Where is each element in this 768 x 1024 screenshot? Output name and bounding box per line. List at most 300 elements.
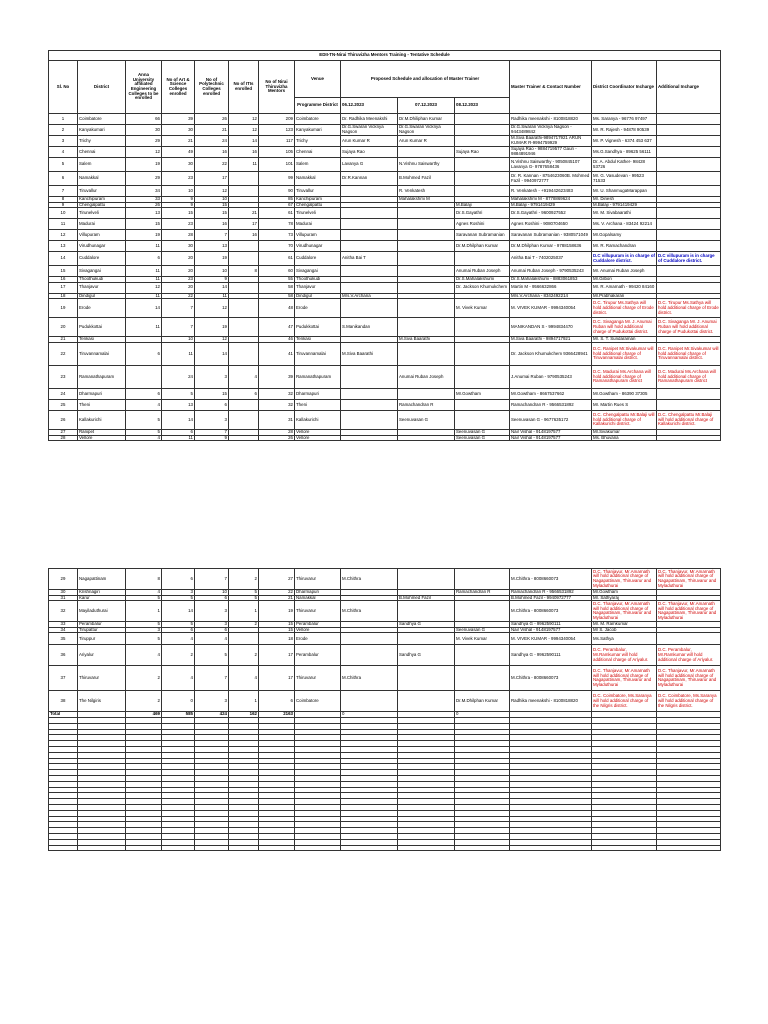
- cell-date-1: M.Chithra: [341, 601, 398, 622]
- cell-empty: [259, 845, 295, 851]
- cell-additional: [657, 241, 721, 252]
- cell-date-1: [341, 410, 398, 429]
- cell-mentors: 22: [259, 590, 295, 596]
- cell-poly: 16: [195, 147, 229, 158]
- cell-date-1: [341, 282, 398, 293]
- cell-date-1: [341, 388, 398, 399]
- cell-arts: 23: [162, 172, 195, 186]
- cell-date-3: Agnes Roshini: [455, 219, 510, 230]
- cell-arts: 6: [162, 627, 195, 633]
- cell-poly: 16: [195, 219, 229, 230]
- cell-district: Ariyalur: [78, 645, 126, 666]
- cell-trainer: Ramachandran R - 9566531892: [510, 590, 592, 596]
- cell-arts: 3: [162, 590, 195, 596]
- cell-district: Nagapattinam: [78, 569, 126, 590]
- cell-mentors: 47: [259, 318, 295, 337]
- table-row: [49, 241, 721, 252]
- cell-poly: 7: [195, 230, 229, 241]
- cell-trainer: R. Venkatesh - +919442623483: [510, 186, 592, 197]
- cell-arts: 30: [162, 241, 195, 252]
- cell-iti: 4: [229, 365, 259, 388]
- cell-anna: 5: [126, 410, 162, 429]
- table-row: [49, 318, 721, 337]
- cell-iti: 16: [229, 230, 259, 241]
- cell-total-mentors: 2163: [259, 712, 295, 718]
- cell-coordinator: Ms. Bhuvana: [592, 435, 657, 441]
- cell-empty: [195, 845, 229, 851]
- cell-mentors: 55: [259, 277, 295, 283]
- cell-mentors: 60: [259, 266, 295, 277]
- cell-date-2: [398, 147, 455, 158]
- table-row: [49, 147, 721, 158]
- cell-coordinator: Mr.Prabhakaran: [592, 293, 657, 299]
- cell-date-1: Arun Kumar R: [341, 136, 398, 147]
- cell-arts: 4: [162, 633, 195, 645]
- cell-date-3: [455, 569, 510, 590]
- cell-date-1: Dr. Radhika Meenakshi: [341, 114, 398, 125]
- cell-date-1: Lavanya G: [341, 158, 398, 172]
- cell-poly: 6: [195, 399, 229, 410]
- cell-venue: Theni: [295, 399, 341, 410]
- cell-date-2: Sandhya G: [398, 645, 455, 666]
- cell-trainer: Anumai Ruban Joseph - 9790535243: [510, 266, 592, 277]
- cell-date-3: Seenuvasan G: [455, 429, 510, 435]
- cell-coordinator: Ms.Sathya: [592, 633, 657, 645]
- cell-additional: D.C. Thanjavur, Mr.Amarnath will hold additional charge of Nagapattinam, Thiruvarur and Myladuthurai: [657, 601, 721, 622]
- cell-additional: [657, 435, 721, 441]
- cell-arts: 5: [162, 388, 195, 399]
- cell-district: Tenkasi: [78, 337, 126, 343]
- cell-iti: 8: [229, 266, 259, 277]
- cell-trainer: Dr.S.Gayathri - 9600927552: [510, 208, 592, 219]
- cell-date-3: [455, 318, 510, 337]
- cell-iti: 11: [229, 158, 259, 172]
- cell-date-3: M. Vivek Kumar: [455, 633, 510, 645]
- table-row: [49, 136, 721, 147]
- cell-venue: Cuddalore: [295, 252, 341, 266]
- table-row: [49, 410, 721, 429]
- cell-arts: 20: [162, 252, 195, 266]
- cell-anna: 2: [126, 666, 162, 691]
- table-row: [49, 435, 721, 441]
- cell-sl-no: 35: [49, 633, 78, 645]
- cell-additional: [657, 388, 721, 399]
- cell-date-1: M.Siva Baarathi: [341, 342, 398, 365]
- header-master-trainer: Master Trainer & Contact Number: [510, 61, 592, 114]
- cell-arts: 10: [162, 186, 195, 197]
- table-row: [49, 691, 721, 712]
- cell-anna: 30: [126, 125, 162, 136]
- cell-sl-no: 24: [49, 388, 78, 399]
- cell-date-2: Arun Kumar R: [398, 136, 455, 147]
- table-row: [49, 125, 721, 136]
- cell-iti: [229, 172, 259, 186]
- cell-additional: [657, 186, 721, 197]
- cell-coordinator: M.Balaji - 9791419429: [592, 202, 657, 208]
- cell-poly: 3: [195, 410, 229, 429]
- cell-trainer: Mrs.V.Archana - 8342492214: [510, 293, 592, 299]
- cell-coordinator: Mr. Dinesh: [592, 197, 657, 203]
- cell-mentors: 61: [259, 252, 295, 266]
- cell-venue: Vellore: [295, 429, 341, 435]
- cell-sl-no: 4: [49, 147, 78, 158]
- cell-mentors: 58: [259, 282, 295, 293]
- cell-trainer: Seenuvasan G - 9677635172: [510, 410, 592, 429]
- cell-mentors: 78: [259, 219, 295, 230]
- table-row: [49, 208, 721, 219]
- cell-trainer: M.Siva Baarathi - 9894717921: [510, 337, 592, 343]
- cell-district: The Nilgiris: [78, 691, 126, 712]
- cell-mentors: 61: [259, 208, 295, 219]
- cell-iti: 2: [229, 569, 259, 590]
- cell-venue: Ramanathapuram: [295, 365, 341, 388]
- table-row: [49, 282, 721, 293]
- cell-mentors: 39: [259, 365, 295, 388]
- header-district: District: [78, 61, 126, 114]
- cell-anna: 19: [126, 158, 162, 172]
- cell-iti: 6: [229, 388, 259, 399]
- cell-mentors: 105: [259, 147, 295, 158]
- cell-venue: Dharmapuri: [295, 590, 341, 596]
- cell-coordinator: D.C. Thanjavur, Mr.Amarnath will hold additional charge of Nagapattinam, Thiruvarur and Myladuthurai: [592, 666, 657, 691]
- cell-poly: 19: [195, 318, 229, 337]
- table-row: [49, 645, 721, 666]
- header-venue: Venue: [295, 61, 341, 98]
- cell-venue: Trichy: [295, 136, 341, 147]
- cell-arts: 22: [162, 293, 195, 299]
- cell-additional: D.C. Sivaganga Mr. J. Anumai Ruban will hold additional charge of Pudukottai district.: [657, 318, 721, 337]
- cell-sl-no: 31: [49, 595, 78, 601]
- header-polytechnic: No of Polytechnic Colleges enrolled: [195, 61, 229, 114]
- cell-district: Sivagangai: [78, 266, 126, 277]
- cell-arts: 20: [162, 266, 195, 277]
- cell-additional: [657, 114, 721, 125]
- cell-poly: 9: [195, 435, 229, 441]
- cell-date-3: [455, 601, 510, 622]
- cell-poly: 15: [195, 388, 229, 399]
- cell-venue: Erode: [295, 299, 341, 318]
- cell-arts: 15: [162, 208, 195, 219]
- cell-additional: D.C. Tirupur Ms.Sathya will hold additional charge of Erode district.: [657, 299, 721, 318]
- cell-arts: 14: [162, 410, 195, 429]
- cell-additional: [657, 282, 721, 293]
- cell-coordinator: Mr. Sathyaraj: [592, 595, 657, 601]
- cell-district: Villupuram: [78, 230, 126, 241]
- cell-mentors: 46: [259, 337, 295, 343]
- cell-venue: Vellore: [295, 627, 341, 633]
- cell-total-date-3: 0: [455, 712, 510, 718]
- cell-additional: D.C. Ranipet Mr.Sivakumar will hold additional charge of Tiruvannamalai district.: [657, 342, 721, 365]
- cell-additional: [657, 633, 721, 645]
- cell-iti: [229, 633, 259, 645]
- cell-empty: [398, 845, 455, 851]
- cell-arts: 39: [162, 114, 195, 125]
- cell-date-1: [341, 208, 398, 219]
- cell-mentors: 90: [259, 186, 295, 197]
- cell-date-2: [398, 601, 455, 622]
- cell-date-2: [398, 666, 455, 691]
- cell-date-2: [398, 252, 455, 266]
- table-row: [49, 399, 721, 410]
- cell-arts: 5: [162, 622, 195, 628]
- cell-date-3: Saravanan Subramanian: [455, 230, 510, 241]
- cell-venue: Thiruvarur: [295, 601, 341, 622]
- table-row: [49, 388, 721, 399]
- cell-anna: 11: [126, 241, 162, 252]
- cell-date-1: M.Chithra: [341, 569, 398, 590]
- cell-mentors: 101: [259, 158, 295, 172]
- cell-date-3: Anumai Ruban Joseph: [455, 266, 510, 277]
- cell-date-1: [341, 435, 398, 441]
- cell-arts: 11: [162, 435, 195, 441]
- cell-trainer: Nair Vishal - 9148197577: [510, 429, 592, 435]
- cell-coordinator: Mr. P. Vignesh - 6374 453 637: [592, 136, 657, 147]
- cell-mentors: 15: [259, 622, 295, 628]
- table-row: [49, 342, 721, 365]
- cell-date-1: [341, 230, 398, 241]
- cell-coordinator: Mr. S. T. Sundaraman: [592, 337, 657, 343]
- cell-anna: 5: [126, 633, 162, 645]
- cell-sl-no: 34: [49, 627, 78, 633]
- cell-poly: 19: [195, 252, 229, 266]
- table-row: [49, 252, 721, 266]
- cell-anna: 11: [126, 318, 162, 337]
- cell-date-3: Mr.Gowtham: [455, 388, 510, 399]
- cell-sl-no: 16: [49, 277, 78, 283]
- cell-arts: 0: [162, 691, 195, 712]
- cell-trainer: Mr.Gowtham - 8667537662: [510, 388, 592, 399]
- cell-arts: 2: [162, 645, 195, 666]
- cell-venue: Virudhunagar: [295, 241, 341, 252]
- cell-venue: Perambalur: [295, 645, 341, 666]
- header-anna-university: Anna University affiliated Engineering Colleges to be enrolled: [126, 61, 162, 114]
- cell-district: Karur: [78, 595, 126, 601]
- cell-date-3: [455, 125, 510, 136]
- cell-date-2: M.Siva Baarathi: [398, 337, 455, 343]
- cell-date-2: [398, 342, 455, 365]
- cell-district: Erode: [78, 299, 126, 318]
- cell-date-3: [455, 645, 510, 666]
- cell-trainer: M.Siva Baarathi-9894717921 ARUN KUMAR R-9994759929: [510, 136, 592, 147]
- cell-trainer: Radhika meenakshi - 8100818820: [510, 691, 592, 712]
- cell-date-2: Sandhya G: [398, 622, 455, 628]
- cell-anna: 4: [126, 590, 162, 596]
- cell-empty: [49, 845, 78, 851]
- cell-coordinator: D.C. Chengalpattu Mr.Balaji will hold additional charge of Kallakurichi district.: [592, 410, 657, 429]
- cell-coordinator: Mr. R. Rajesh - 94878 90539: [592, 125, 657, 136]
- cell-arts: 9: [162, 197, 195, 203]
- cell-mentors: 123: [259, 125, 295, 136]
- cell-poly: 4: [195, 633, 229, 645]
- cell-iti: 21: [229, 208, 259, 219]
- cell-iti: 1: [229, 691, 259, 712]
- table-row: [49, 633, 721, 645]
- cell-sl-no: 21: [49, 337, 78, 343]
- cell-district: Pudukkottai: [78, 318, 126, 337]
- cell-date-2: B.Mohmed Fazil: [398, 595, 455, 601]
- cell-district: Kanyakumari: [78, 125, 126, 136]
- cell-district: Krishnagiri: [78, 590, 126, 596]
- cell-trainer: MANIKANDAN S - 9994834470: [510, 318, 592, 337]
- cell-date-2: [398, 318, 455, 337]
- cell-trainer: M. VIVEK KUMAR - 9994340054: [510, 633, 592, 645]
- cell-coordinator: D.C. Thanjavur, Mr.Amarnath will hold additional charge of Nagapattinam, Thiruvarur and Myladuthurai: [592, 569, 657, 590]
- cell-iti: 2: [229, 645, 259, 666]
- cell-district: Kallakurichi: [78, 410, 126, 429]
- cell-empty: [657, 845, 721, 851]
- cell-date-1: Dr.R.Kannan: [341, 172, 398, 186]
- cell-empty: [510, 845, 592, 851]
- cell-trainer: Radhika meenakshi - 8100818820: [510, 114, 592, 125]
- cell-arts: 9: [162, 202, 195, 208]
- table-row: [49, 219, 721, 230]
- cell-arts: 7: [162, 299, 195, 318]
- cell-anna: 26: [126, 202, 162, 208]
- cell-date-2: [398, 435, 455, 441]
- blank-row: [49, 845, 721, 851]
- cell-coordinator: Mr. M. Sivabaarathi: [592, 208, 657, 219]
- cell-poly: 3: [195, 691, 229, 712]
- cell-venue: Erode: [295, 633, 341, 645]
- cell-district: Tirunelveli: [78, 208, 126, 219]
- cell-district: Cuddalore: [78, 252, 126, 266]
- cell-iti: 5: [229, 590, 259, 596]
- cell-coordinator: Mr. G. Vasudevan - 99523 71533: [592, 172, 657, 186]
- cell-mentors: 27: [259, 569, 295, 590]
- cell-sl-no: 38: [49, 691, 78, 712]
- cell-date-1: [341, 691, 398, 712]
- cell-date-2: [398, 241, 455, 252]
- cell-date-3: Dr.S.Mahalakshumi: [455, 277, 510, 283]
- cell-venue: Dharmapuri: [295, 388, 341, 399]
- cell-coordinator: D.C villupuram is in charge of Cuddalore district.: [592, 252, 657, 266]
- cell-anna: 34: [126, 186, 162, 197]
- cell-sl-no: 27: [49, 429, 78, 435]
- cell-sl-no: 13: [49, 241, 78, 252]
- cell-venue: Coimbatore: [295, 691, 341, 712]
- cell-mentors: 17: [259, 666, 295, 691]
- cell-trainer: M.Chithra - 8008660073: [510, 569, 592, 590]
- cell-date-1: Dr.G.Swaran Vicknya Nagson: [341, 125, 398, 136]
- cell-district: Chengalpattu: [78, 202, 126, 208]
- cell-mentors: 32: [259, 388, 295, 399]
- cell-poly: 7: [195, 429, 229, 435]
- cell-date-3: [455, 399, 510, 410]
- cell-district: Thanjavur: [78, 282, 126, 293]
- cell-anna: 2: [126, 691, 162, 712]
- cell-trainer: M.Chithra - 8008660073: [510, 601, 592, 622]
- cell-anna: 8: [126, 569, 162, 590]
- cell-arts: 24: [162, 365, 195, 388]
- cell-poly: 22: [195, 158, 229, 172]
- cell-poly: 13: [195, 241, 229, 252]
- cell-anna: 11: [126, 277, 162, 283]
- cell-date-2: [398, 633, 455, 645]
- cell-total-label: Total: [49, 712, 78, 718]
- cell-date-2: Seenuvasan G: [398, 410, 455, 429]
- cell-iti: 12: [229, 125, 259, 136]
- cell-date-3: Dr. Jackson Khumukchem: [455, 282, 510, 293]
- cell-additional: D.C. Perambalur, Mr.Ramkumar will hold additional charge of Ariyalur.: [657, 645, 721, 666]
- cell-venue: Coimbatore: [295, 114, 341, 125]
- cell-venue: Tiruvallur: [295, 186, 341, 197]
- cell-venue: Tenkasi: [295, 337, 341, 343]
- cell-sl-no: 30: [49, 590, 78, 596]
- cell-empty: [341, 845, 398, 851]
- cell-iti: [229, 435, 259, 441]
- cell-sl-no: 8: [49, 197, 78, 203]
- cell-arts: 30: [162, 125, 195, 136]
- cell-venue: Villupuram: [295, 230, 341, 241]
- cell-coordinator: Mr. Martin Rues S: [592, 399, 657, 410]
- cell-coordinator: Mr.Gilbon: [592, 277, 657, 283]
- cell-arts: 5: [162, 595, 195, 601]
- cell-additional: [657, 147, 721, 158]
- cell-district: Ranipet: [78, 429, 126, 435]
- cell-arts: 6: [162, 569, 195, 590]
- cell-sl-no: 17: [49, 282, 78, 293]
- cell-total-arts: 585: [162, 712, 195, 718]
- cell-date-2: [398, 388, 455, 399]
- cell-district: Madurai: [78, 219, 126, 230]
- cell-date-2: [398, 691, 455, 712]
- cell-trainer: J.Anumai Ruban - 9790535243: [510, 365, 592, 388]
- cell-date-2: [398, 208, 455, 219]
- cell-anna: 29: [126, 172, 162, 186]
- cell-date-2: Dr.M.Dhiliphan Kumar: [398, 114, 455, 125]
- header-sl-no: Sl. No: [49, 61, 78, 114]
- cell-anna: 3: [126, 627, 162, 633]
- cell-venue: Thiruvarur: [295, 569, 341, 590]
- cell-date-1: Mrs.V.Archana: [341, 293, 398, 299]
- cell-empty: [126, 845, 162, 851]
- cell-coordinator: Mr. M. Ramkumar: [592, 622, 657, 628]
- cell-anna: 12: [126, 147, 162, 158]
- cell-anna: 6: [126, 388, 162, 399]
- cell-trainer: Sujaya Rao - 9884719577 Gauri - 9884891946: [510, 147, 592, 158]
- cell-coordinator: Mr.Sivakumar: [592, 429, 657, 435]
- cell-additional: [657, 208, 721, 219]
- cell-sl-no: 26: [49, 410, 78, 429]
- cell-sl-no: 1: [49, 114, 78, 125]
- cell-total-poly: 424: [195, 712, 229, 718]
- cell-arts: 7: [162, 318, 195, 337]
- cell-mentors: 58: [259, 293, 295, 299]
- cell-anna: 13: [126, 208, 162, 219]
- cell-sl-no: 22: [49, 342, 78, 365]
- cell-trainer: M.Balaji - 9791419429: [510, 202, 592, 208]
- cell-anna: 4: [126, 645, 162, 666]
- cell-poly: 26: [195, 114, 229, 125]
- cell-district: Tiruvannamalai: [78, 342, 126, 365]
- table-row: [49, 158, 721, 172]
- cell-iti: 4: [229, 666, 259, 691]
- cell-venue: Pudukkottai: [295, 318, 341, 337]
- header-programme-district: Programme District: [295, 98, 341, 114]
- cell-district: Mayiladuthurai: [78, 601, 126, 622]
- cell-additional: [657, 230, 721, 241]
- cell-date-3: [455, 114, 510, 125]
- cell-additional: [657, 172, 721, 186]
- cell-date-1: [341, 365, 398, 388]
- table-row: [49, 365, 721, 388]
- cell-coordinator: Ms. V. Archana - 83424 92214: [592, 219, 657, 230]
- cell-coordinator: Mr.Gopalsamy: [592, 230, 657, 241]
- cell-additional: [657, 219, 721, 230]
- cell-arts: 30: [162, 158, 195, 172]
- cell-sl-no: 19: [49, 299, 78, 318]
- cell-trainer: Dr.G.Swaran Vicknya Nagson - 9443489842: [510, 125, 592, 136]
